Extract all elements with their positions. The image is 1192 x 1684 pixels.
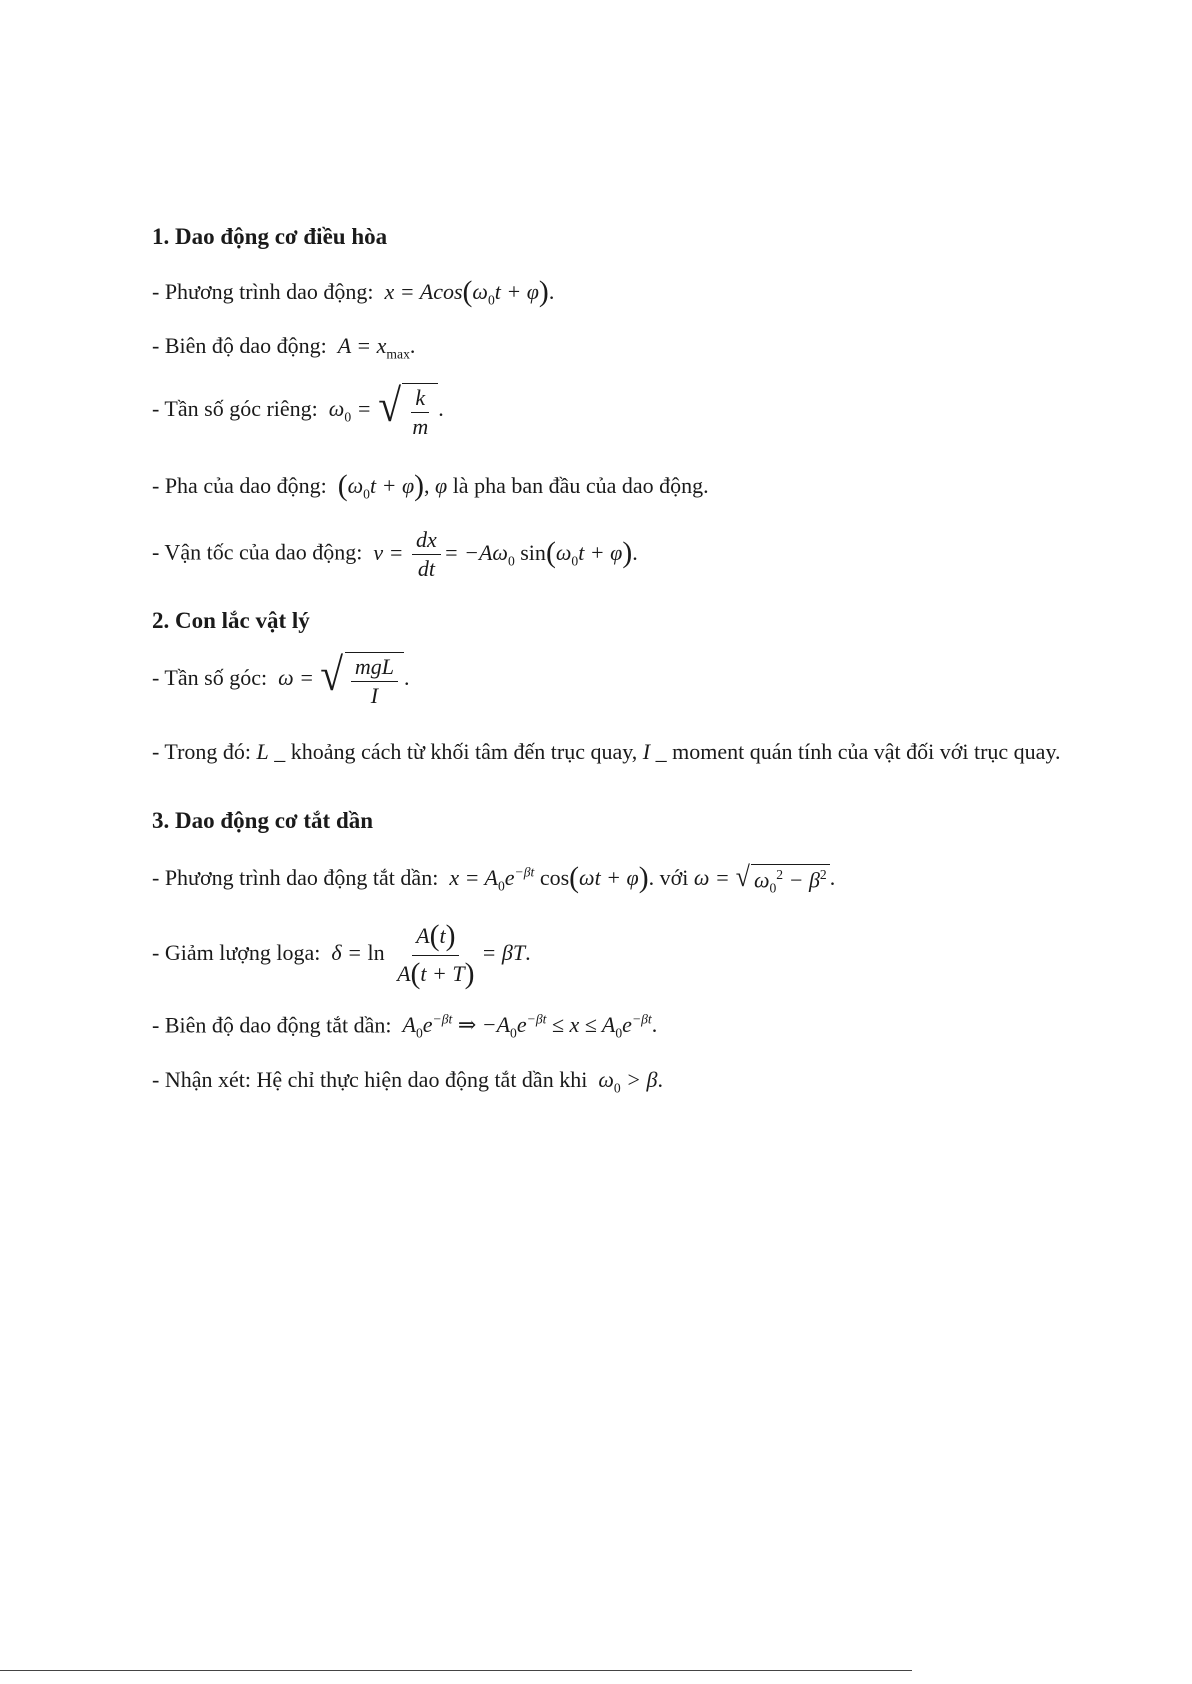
amplitude-label: - Biên độ dao động: (152, 333, 327, 358)
physical-pendulum-notes (152, 737, 1072, 767)
damped-amplitude-line (152, 1012, 657, 1042)
footer-divider (0, 1670, 912, 1671)
phase-description: là pha ban đầu của dao động. (452, 473, 709, 498)
natural-angular-frequency-line (152, 380, 444, 440)
physical-pendulum-frequency-label: - Tần số góc: (152, 665, 268, 691)
damped-equation-with: với (659, 865, 689, 890)
damped-equation-label: - Phương trình dao động tắt dần: (152, 865, 439, 890)
natural-angular-frequency-label: - Tần số góc riêng: (152, 396, 318, 422)
log-decrement-label: - Giảm lượng loga: (152, 940, 321, 966)
remark-formula: $\omega_0 > \beta$. (592, 1067, 663, 1096)
remark-line (152, 1067, 663, 1096)
remark-label: - Nhận xét: Hệ chỉ thực hiện dao động tắt dần khi (152, 1067, 588, 1092)
notes-intro: - Trong đó: (152, 739, 252, 764)
damped-equation-line (152, 862, 835, 896)
natural-angular-frequency-formula: $\omega_0$ = √ $\frac{k}{m}$ . (323, 380, 444, 440)
amplitude-line (152, 333, 415, 362)
damped-amplitude-label: - Biên độ dao động tắt dần: (152, 1012, 392, 1038)
velocity-line (152, 528, 638, 581)
phase-line (152, 470, 709, 503)
velocity-formula: v = $\frac{dx}{dt}$ = $-A\omega_0$ $\sin(\omega_0t + \varphi)$. (367, 527, 638, 582)
symbol-L: L (256, 739, 269, 764)
damped-frequency-formula: ω = √ $\omega_0^2 - \beta^2$ . (693, 861, 836, 896)
log-decrement-formula: δ = ln $\frac{A(t)}{A(t + T)}$ = βT. (325, 920, 531, 990)
phase-formula: $(\omega_0t + \varphi)$, φ (337, 470, 448, 502)
equation-of-motion-line (152, 276, 554, 309)
damped-equation-formula: $x = A_0e^{-\beta t}$ cos(ωt + φ). (443, 862, 655, 894)
symbol-I: I (642, 739, 651, 764)
velocity-label: - Vận tốc của dao động: (152, 539, 363, 565)
section-2-title: 2. Con lắc vật lý (152, 608, 310, 633)
equation-of-motion-label: - Phương trình dao động: (152, 279, 374, 304)
amplitude-formula: $A = x_{max}$. (332, 333, 416, 362)
equation-of-motion-formula: $x = Acos(\omega_0t + \varphi)$. (379, 276, 555, 308)
section-1-title: 1. Dao động cơ điều hòa (152, 224, 388, 249)
physical-pendulum-frequency-line (152, 649, 410, 709)
notes-L-definition: _ khoảng cách từ khối tâm đến trục quay, (274, 739, 638, 764)
phase-label: - Pha của dao động: (152, 473, 327, 498)
log-decrement-line (152, 920, 531, 990)
notes-I-definition: _ moment quán tính của vật đối với trục quay. (655, 739, 1061, 764)
section-3-title: 3. Dao động cơ tắt dần (152, 808, 374, 833)
physical-pendulum-frequency-formula: ω = √ $\frac{\text{mgL}}{I}$ . (272, 649, 410, 709)
damped-amplitude-formula: $A_0e^{-\beta t}$ ⇒ $-A_0e^{-\beta t} \le x \le A_0e^{-\beta t}$. (397, 1012, 658, 1041)
